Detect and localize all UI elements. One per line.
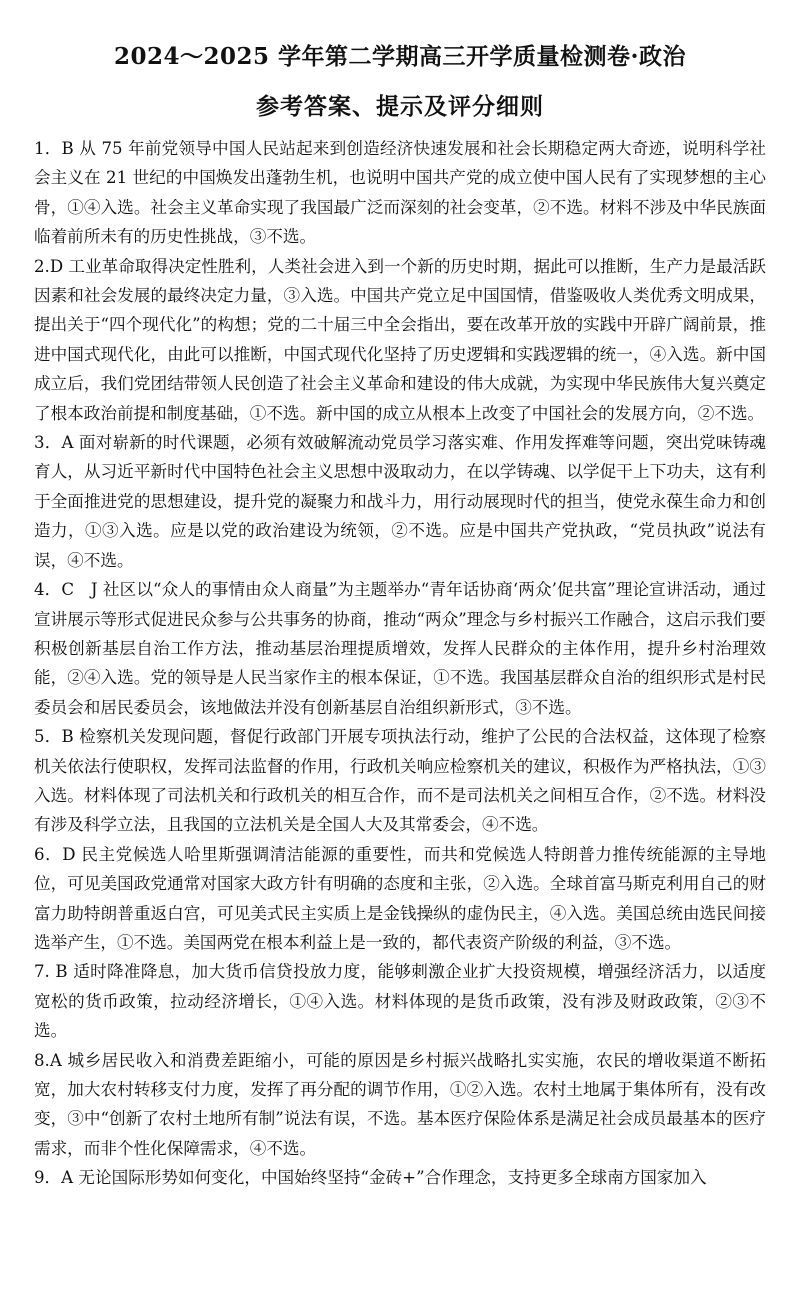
answer-item-2: 2.D 工业革命取得决定性胜利，人类社会进入到一个新的历史时期，据此可以推断，生产力是最活跃因素和社会发展的最终决定力量，③入选。中国共产党立足中国国情，借鉴吸收人类优秀文明成果，提出关于“四个现代化”的构想；党的二十届三中全会指出，要在改革开放的实践中开辟广阔前景，推进中国式现代化，由此可以推断，中国式现代化坚持了历史逻辑和实践逻辑的统一，④入选。新中国成立后，我们党团结带领人民创造了社会主义革命和建设的伟大成就，为实现中华民族伟大复兴奠定了根本政治前提和制度基础，①不选。新中国的成立从根本上改变了中国社会的发展方向，②不选。 [34,256,766,423]
answer-item-3: 3．A 面对崭新的时代课题，必须有效破解流动党员学习落实难、作用发挥难等问题，突出党味铸魂育人，从习近平新时代中国特色社会主义思想中汲取动力，在以学铸魂、以学促干上下功夫，这有利于全面推进党的思想建设，提升党的凝聚力和战斗力，用行动展现时代的担当，使党永葆生命力和创造力，①③入选。应是以党的政治建设为统领，②不选。应是中国共产党执政，“党员执政”说法有误，④不选。 [34,433,766,570]
page-subtitle: 参考答案、提示及评分细则 [256,93,544,120]
answer-item-1: 1．B 从 75 年前党领导中国人民站起来到创造经济快速发展和社会长期稳定两大奇迹，说明科学社会主义在 21 世纪的中国焕发出蓬勃生机，也说明中国共产党的成立使中国人民有了实现梦想的主心骨，①④入选。社会主义革命实现了我国最广泛而深刻的社会变革，②不选。材料不涉及中华民族面临着前所未有的历史性挑战，③不选。 [34,139,766,247]
answer-item-4: 4．C J 社区以“众人的事情由众人商量”为主题举办“青年话协商‘两众’促共富”理论宣讲活动，通过宣讲展示等形式促进民众参与公共事务的协商，推动“两众”理念与乡村振兴工作融合，这启示我们要积极创新基层自治工作方法，推动基层治理提质增效，发挥人民群众的主体作用，提升乡村治理效能，②④入选。党的领导是人民当家作主的根本保证，①不选。我国基层群众自治的组织形式是村民委员会和居民委员会，该地做法并没有创新基层自治组织新形式，③不选。 [34,580,766,717]
answer-item-7: 7. B 适时降准降息，加大货币信贷投放力度，能够刺激企业扩大投资规模，增强经济活力，以适度宽松的货币政策，拉动经济增长，①④入选。材料体现的是货币政策，没有涉及财政政策，②③不选。 [34,962,766,1041]
page-title: 2024～2025 学年第二学期高三开学质量检测卷·政治 [113,43,687,70]
answer-item-6: 6．D 民主党候选人哈里斯强调清洁能源的重要性，而共和党候选人特朗普力推传统能源的主导地位，可见美国政党通常对国家大政方针有明确的态度和主张，②入选。全球首富马斯克利用自己的财富力助特朗普重返白宫，可见美式民主实质上是金钱操纵的虚伪民主，④入选。美国总统由选民间接选举产生，①不选。美国两党在根本利益上是一致的，都代表资产阶级的利益，③不选。 [34,844,766,952]
answer-item-5: 5．B 检察机关发现问题，督促行政部门开展专项执法行动，维护了公民的合法权益，这体现了检察机关依法行使职权，发挥司法监督的作用，行政机关响应检察机关的建议，积极作为严格执法，①③入选。材料体现了司法机关和行政机关的相互合作，而不是司法机关之间相互合作，②不选。材料没有涉及科学立法，且我国的立法机关是全国人大及其常委会，④不选。 [34,727,766,835]
answer-item-8: 8.A 城乡居民收入和消费差距缩小，可能的原因是乡村振兴战略扎实实施，农民的增收渠道不断拓宽，加大农村转移支付力度，发挥了再分配的调节作用，①②入选。农村土地属于集体所有，没有改变，③中“创新了农村土地所有制”说法有误，不选。基本医疗保险体系是满足社会成员最基本的医疗需求，而非个性化保障需求，④不选。 [34,1050,766,1158]
answer-list [34,134,766,1193]
answer-item-9: 9．A 无论国际形势如何变化，中国始终坚持“金砖+”合作理念，支持更多全球南方国家加入 [34,1168,707,1188]
